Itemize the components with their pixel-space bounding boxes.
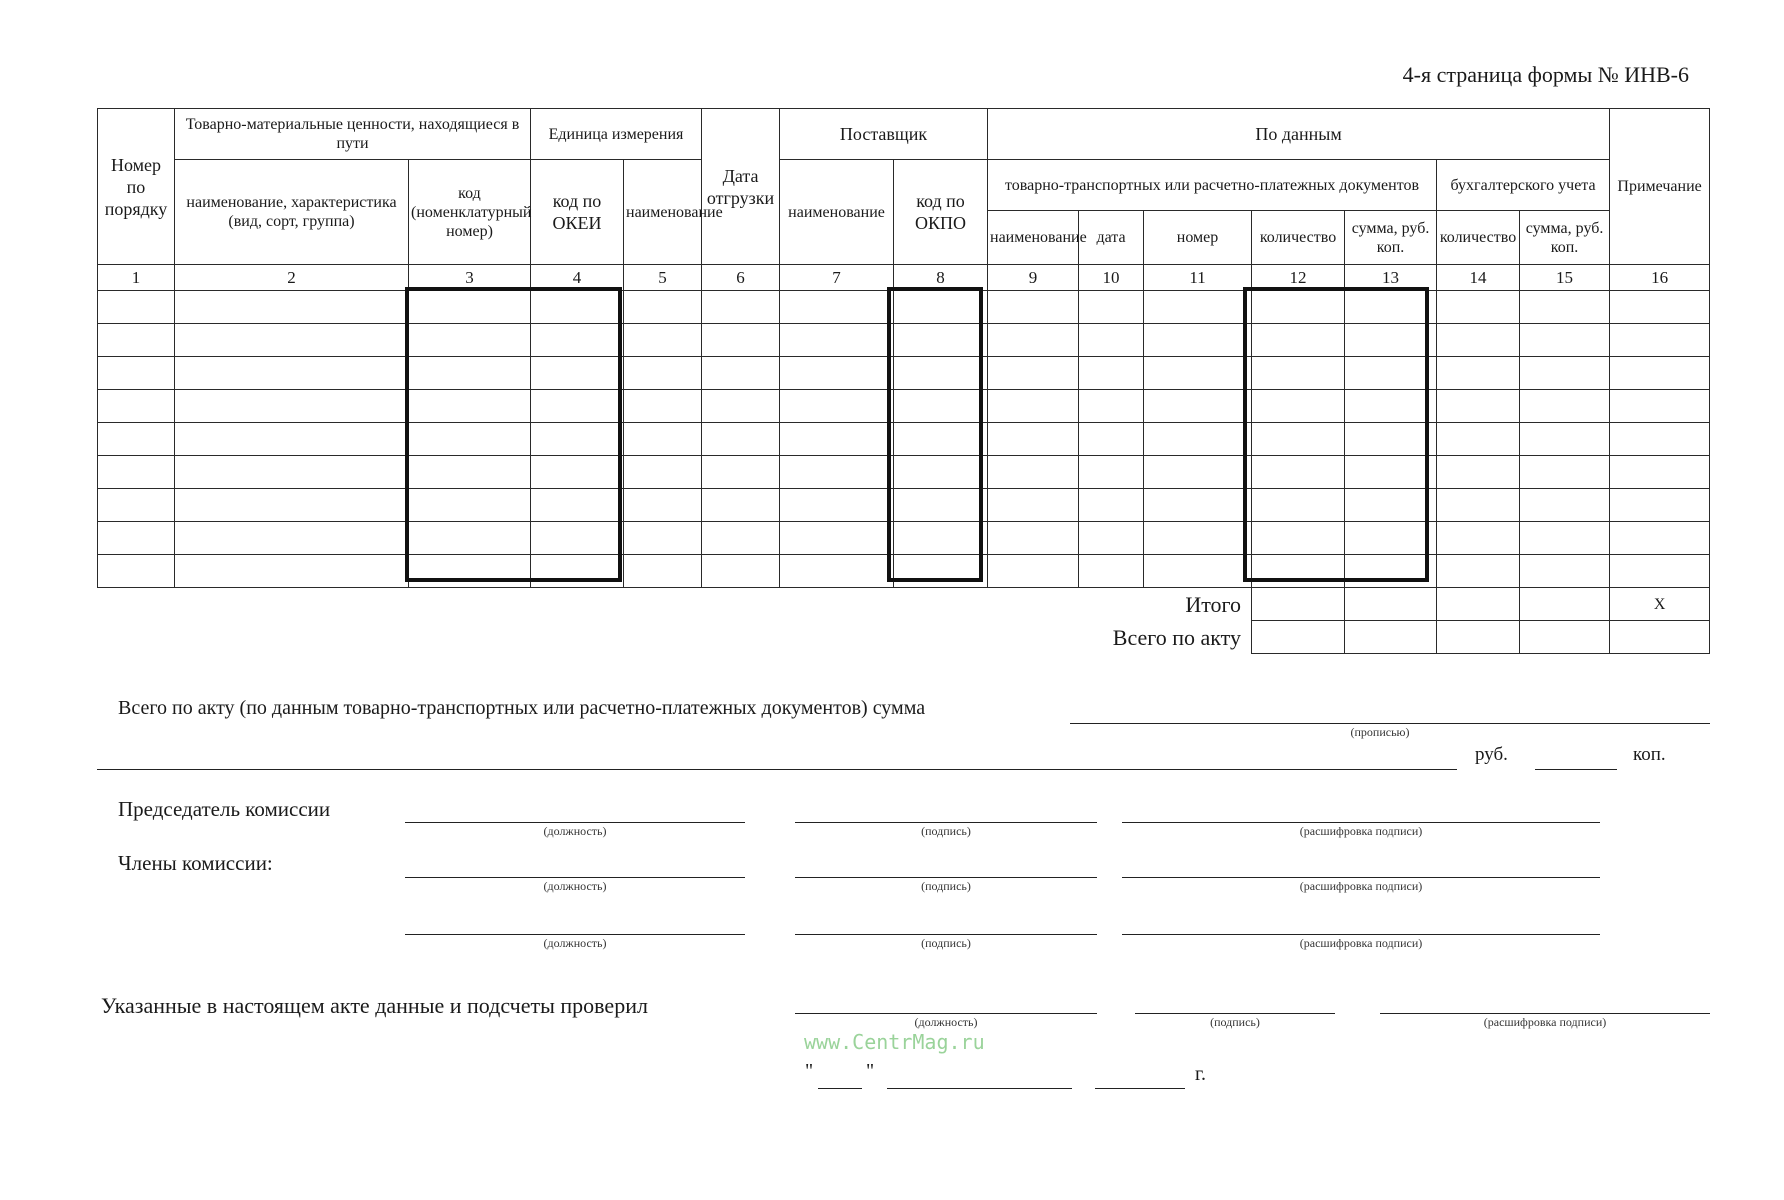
table-cell[interactable] [175, 390, 409, 423]
inventory-table [97, 108, 1710, 654]
header-supplier: Поставщик [780, 109, 988, 160]
checker-signature-caption: (подпись) [1210, 1015, 1260, 1029]
table-cell[interactable] [1345, 456, 1437, 489]
table-cell[interactable] [624, 555, 702, 588]
table-cell[interactable] [624, 522, 702, 555]
member2-decoding-line[interactable] [1122, 934, 1600, 935]
table-cell[interactable] [531, 291, 624, 324]
member1-decoding-caption: (расшифровка подписи) [1299, 879, 1423, 893]
member2-signature-line[interactable] [795, 934, 1097, 935]
table-cell[interactable] [1252, 555, 1345, 588]
table-cell[interactable] [1520, 489, 1610, 522]
table-cell[interactable] [702, 390, 780, 423]
table-cell[interactable] [988, 522, 1079, 555]
column-number: 6 [702, 265, 780, 291]
member1-signature-caption: (подпись) [921, 879, 971, 893]
table-cell[interactable] [98, 357, 175, 390]
table-cell[interactable] [702, 324, 780, 357]
table-cell[interactable] [702, 423, 780, 456]
table-cell[interactable] [175, 291, 409, 324]
totals-cell[interactable] [1345, 588, 1437, 621]
table-cell[interactable] [894, 555, 988, 588]
table-cell[interactable] [409, 357, 531, 390]
table-cell[interactable] [1520, 555, 1610, 588]
table-cell[interactable] [1144, 357, 1252, 390]
header-ttn: товарно-транспортных или расчетно-платежных документов [988, 160, 1437, 211]
rub-label: руб. [1475, 744, 1508, 765]
member1-signature-line[interactable] [795, 877, 1097, 878]
header-okei: код по ОКЕИ [531, 160, 624, 265]
table-row [98, 357, 1710, 390]
table-cell[interactable] [1437, 555, 1520, 588]
table-cell[interactable] [1252, 291, 1345, 324]
header-ttn-date: дата [1079, 211, 1144, 265]
header-ship-date: Дата отгрузки [702, 109, 780, 265]
table-cell[interactable] [624, 456, 702, 489]
table-cell[interactable] [531, 489, 624, 522]
table-cell[interactable] [1520, 324, 1610, 357]
table-cell[interactable] [1437, 456, 1520, 489]
table-cell[interactable] [175, 456, 409, 489]
grand-total-row [98, 621, 1710, 654]
table-cell[interactable] [1520, 456, 1610, 489]
header-tmc-name: наименование, характеристика (вид, сорт, группа) [175, 160, 409, 265]
table-cell[interactable] [1520, 357, 1610, 390]
table-cell[interactable] [624, 489, 702, 522]
table-cell[interactable] [1610, 456, 1710, 489]
table-cell[interactable] [1079, 291, 1144, 324]
chairman-position-caption: (должность) [543, 824, 607, 838]
table-cell[interactable] [624, 357, 702, 390]
table-cell[interactable] [894, 423, 988, 456]
form-title: 4-я страница формы № ИНВ-6 [1402, 62, 1689, 87]
table-cell[interactable] [98, 324, 175, 357]
table-row [98, 456, 1710, 489]
header-ttn-sum: сумма, руб. коп. [1345, 211, 1437, 265]
date-quote-close: " [866, 1060, 875, 1082]
checker-position-caption: (должность) [914, 1015, 978, 1029]
checker-signature-line[interactable] [1135, 1013, 1335, 1014]
sum-text: Всего по акту (по данным товарно-транспортных или расчетно-платежных документов) сумма [118, 697, 926, 719]
table-cell[interactable] [1079, 555, 1144, 588]
column-number: 7 [780, 265, 894, 291]
table-cell[interactable] [1144, 489, 1252, 522]
table-cell[interactable] [702, 456, 780, 489]
table-cell[interactable] [988, 357, 1079, 390]
table-cell[interactable] [98, 489, 175, 522]
table-cell[interactable] [1610, 522, 1710, 555]
totals-label: Итого [1185, 591, 1242, 617]
table-cell[interactable] [175, 423, 409, 456]
table-cell[interactable] [1437, 291, 1520, 324]
table-cell[interactable] [1610, 324, 1710, 357]
table-cell[interactable] [1252, 489, 1345, 522]
table-cell[interactable] [1079, 357, 1144, 390]
table-cell[interactable] [1610, 423, 1710, 456]
table-cell[interactable] [1520, 522, 1610, 555]
table-cell[interactable] [175, 555, 409, 588]
table-cell[interactable] [624, 324, 702, 357]
header-acc-qty: количество [1437, 211, 1520, 265]
kop-label: коп. [1633, 744, 1666, 765]
table-cell[interactable] [531, 390, 624, 423]
table-cell[interactable] [1437, 390, 1520, 423]
date-day-line[interactable] [818, 1088, 862, 1089]
table-cell[interactable] [1345, 555, 1437, 588]
table-cell[interactable] [1610, 489, 1710, 522]
table-cell[interactable] [1345, 291, 1437, 324]
table-cell[interactable] [1144, 291, 1252, 324]
table-cell[interactable] [780, 456, 894, 489]
table-cell[interactable] [1437, 423, 1520, 456]
table-cell[interactable] [175, 324, 409, 357]
member1-position-caption: (должность) [543, 879, 607, 893]
column-number: 9 [988, 265, 1079, 291]
table-cell[interactable] [1079, 522, 1144, 555]
grand-total-label: Всего по акту [1112, 624, 1242, 650]
checker-decoding-caption: (расшифровка подписи) [1483, 1015, 1607, 1029]
table-cell[interactable] [988, 390, 1079, 423]
table-cell[interactable] [780, 522, 894, 555]
table-cell[interactable] [1610, 390, 1710, 423]
table-cell[interactable] [1144, 456, 1252, 489]
table-cell[interactable] [1252, 390, 1345, 423]
header-note: Примечание [1610, 109, 1710, 265]
grand-total-cell[interactable] [1345, 621, 1437, 654]
table-cell[interactable] [409, 489, 531, 522]
table-cell[interactable] [98, 291, 175, 324]
table-cell[interactable] [175, 357, 409, 390]
table-cell[interactable] [1144, 555, 1252, 588]
watermark: www.CentrMag.ru [804, 1030, 985, 1054]
table-cell[interactable] [1079, 324, 1144, 357]
member2-signature-caption: (подпись) [921, 936, 971, 950]
table-cell[interactable] [1144, 522, 1252, 555]
grand-total-cell[interactable] [1252, 621, 1345, 654]
table-row [98, 555, 1710, 588]
table-cell[interactable] [1252, 423, 1345, 456]
table-cell[interactable] [175, 489, 409, 522]
table-cell[interactable] [988, 324, 1079, 357]
table-cell[interactable] [1345, 390, 1437, 423]
table-cell[interactable] [409, 456, 531, 489]
table-cell[interactable] [624, 423, 702, 456]
table-cell[interactable] [1610, 555, 1710, 588]
table-row [98, 291, 1710, 324]
checked-label: Указанные в настоящем акте данные и подсчеты проверил [101, 993, 648, 1018]
table-cell[interactable] [531, 423, 624, 456]
table-cell[interactable] [780, 357, 894, 390]
table-cell[interactable] [409, 291, 531, 324]
member2-decoding-caption: (расшифровка подписи) [1299, 936, 1423, 950]
table-cell[interactable] [531, 324, 624, 357]
table-cell[interactable] [409, 555, 531, 588]
totals-x-mark: Х [1610, 588, 1710, 621]
table-row [98, 423, 1710, 456]
table-cell[interactable] [1520, 423, 1610, 456]
table-cell[interactable] [175, 522, 409, 555]
table-cell[interactable] [531, 357, 624, 390]
member2-position-line[interactable] [405, 934, 745, 935]
header-supplier-name: наименование [780, 160, 894, 265]
table-cell[interactable] [1345, 522, 1437, 555]
table-cell[interactable] [894, 390, 988, 423]
column-number: 1 [98, 265, 175, 291]
table-cell[interactable] [780, 390, 894, 423]
chairman-decoding-line[interactable] [1122, 822, 1600, 823]
table-cell[interactable] [409, 390, 531, 423]
header-accounting: бухгалтерского учета [1437, 160, 1610, 211]
table-cell[interactable] [1610, 357, 1710, 390]
table-cell[interactable] [1610, 291, 1710, 324]
column-number: 15 [1520, 265, 1610, 291]
sum-in-words-line[interactable] [1070, 723, 1710, 724]
header-by-data: По данным [988, 109, 1610, 160]
header-acc-sum: сумма, руб. коп. [1520, 211, 1610, 265]
totals-cell[interactable] [1520, 588, 1610, 621]
table-cell[interactable] [1079, 489, 1144, 522]
table-cell[interactable] [780, 423, 894, 456]
column-number: 11 [1144, 265, 1252, 291]
table-cell[interactable] [780, 555, 894, 588]
header-num: Номер по порядку [98, 109, 175, 265]
chairman-label: Председатель комиссии [118, 797, 331, 821]
table-row [98, 390, 1710, 423]
table-cell[interactable] [409, 423, 531, 456]
chairman-signature-line[interactable] [795, 822, 1097, 823]
table-cell[interactable] [531, 456, 624, 489]
table-cell[interactable] [1144, 324, 1252, 357]
table-cell[interactable] [702, 291, 780, 324]
sum-in-words-caption: (прописью) [1350, 725, 1410, 739]
column-number: 5 [624, 265, 702, 291]
table-cell[interactable] [531, 522, 624, 555]
member1-position-line[interactable] [405, 877, 745, 878]
table-cell[interactable] [894, 291, 988, 324]
table-cell[interactable] [624, 390, 702, 423]
table-cell[interactable] [1345, 324, 1437, 357]
table-cell[interactable] [702, 489, 780, 522]
table-cell[interactable] [531, 555, 624, 588]
table-cell[interactable] [702, 555, 780, 588]
header-ttn-name: наименование [988, 211, 1079, 265]
header-ttn-qty: количество [1252, 211, 1345, 265]
column-number-row [98, 265, 1710, 291]
grand-total-cell[interactable] [1520, 621, 1610, 654]
table-cell[interactable] [988, 291, 1079, 324]
header-tmc: Товарно-материальные ценности, находящиеся в пути [175, 109, 531, 160]
checker-decoding-line[interactable] [1380, 1013, 1710, 1014]
table-cell[interactable] [98, 555, 175, 588]
totals-cell[interactable] [1252, 588, 1345, 621]
column-number: 3 [409, 265, 531, 291]
column-number: 13 [1345, 265, 1437, 291]
table-cell[interactable] [1079, 390, 1144, 423]
totals-cell[interactable] [1437, 588, 1520, 621]
column-number: 16 [1610, 265, 1710, 291]
table-cell[interactable] [988, 456, 1079, 489]
totals-row [98, 588, 1710, 621]
member2-position-caption: (должность) [543, 936, 607, 950]
table-cell[interactable] [894, 522, 988, 555]
header-unit: Единица измерения [531, 109, 702, 160]
table-cell[interactable] [780, 324, 894, 357]
column-number: 12 [1252, 265, 1345, 291]
checker-position-line[interactable] [795, 1013, 1097, 1014]
table-cell[interactable] [98, 456, 175, 489]
chairman-decoding-caption: (расшифровка подписи) [1299, 824, 1423, 838]
table-cell[interactable] [409, 324, 531, 357]
members-label: Члены комиссии: [118, 851, 273, 875]
chairman-position-line[interactable] [405, 822, 745, 823]
table-cell[interactable] [98, 390, 175, 423]
table-cell[interactable] [1520, 291, 1610, 324]
date-month-line[interactable] [887, 1088, 1072, 1089]
table-cell[interactable] [702, 357, 780, 390]
table-row [98, 522, 1710, 555]
table-cell[interactable] [98, 522, 175, 555]
table-cell[interactable] [780, 291, 894, 324]
column-number: 14 [1437, 265, 1520, 291]
header-ttn-number: номер [1144, 211, 1252, 265]
date-quote-open: " [805, 1060, 814, 1082]
grand-total-cell[interactable] [1437, 621, 1520, 654]
table-cell[interactable] [1252, 522, 1345, 555]
table-cell[interactable] [988, 555, 1079, 588]
table-cell[interactable] [1437, 324, 1520, 357]
table-cell[interactable] [1437, 522, 1520, 555]
grand-total-cell[interactable] [1610, 621, 1710, 654]
table-cell[interactable] [894, 324, 988, 357]
table-cell[interactable] [1437, 489, 1520, 522]
year-suffix: г. [1195, 1063, 1206, 1085]
table-cell[interactable] [1345, 357, 1437, 390]
table-cell[interactable] [780, 489, 894, 522]
header-unit-name: наименование [624, 160, 702, 265]
date-year-line[interactable] [1095, 1088, 1185, 1089]
table-cell[interactable] [1345, 489, 1437, 522]
column-number: 4 [531, 265, 624, 291]
table-cell[interactable] [1252, 456, 1345, 489]
sum-continuation-line[interactable] [97, 769, 1457, 770]
member1-decoding-line[interactable] [1122, 877, 1600, 878]
table-cell[interactable] [1144, 423, 1252, 456]
table-cell[interactable] [409, 522, 531, 555]
table-cell[interactable] [1520, 390, 1610, 423]
table-cell[interactable] [1079, 423, 1144, 456]
table-cell[interactable] [1437, 357, 1520, 390]
table-cell[interactable] [894, 489, 988, 522]
table-cell[interactable] [1252, 357, 1345, 390]
table-cell[interactable] [894, 456, 988, 489]
kop-line[interactable] [1535, 769, 1617, 770]
column-number: 8 [894, 265, 988, 291]
chairman-signature-caption: (подпись) [921, 824, 971, 838]
table-cell[interactable] [702, 522, 780, 555]
column-number: 2 [175, 265, 409, 291]
table-cell[interactable] [1345, 423, 1437, 456]
header-okpo: код по ОКПО [894, 160, 988, 265]
table-cell[interactable] [1252, 324, 1345, 357]
data-rows [98, 291, 1710, 588]
table-cell[interactable] [624, 291, 702, 324]
table-cell[interactable] [988, 489, 1079, 522]
table-row [98, 324, 1710, 357]
column-number: 10 [1079, 265, 1144, 291]
table-cell[interactable] [98, 423, 175, 456]
table-cell[interactable] [894, 357, 988, 390]
table-cell[interactable] [1144, 390, 1252, 423]
table-cell[interactable] [1079, 456, 1144, 489]
table-row [98, 489, 1710, 522]
table-cell[interactable] [988, 423, 1079, 456]
header-tmc-code: код (номенклатурный номер) [409, 160, 531, 265]
